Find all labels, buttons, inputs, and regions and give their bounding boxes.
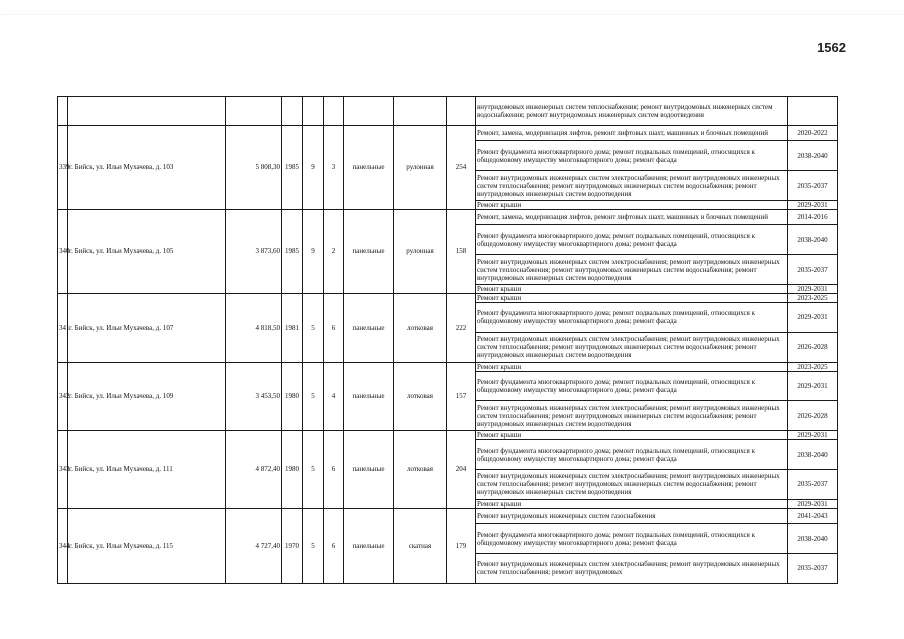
capital-repair-table: [57, 96, 838, 584]
floor-count: 5: [303, 362, 324, 431]
wall-material: панельные: [344, 126, 394, 210]
work-period: 2041-2043: [788, 508, 838, 523]
work-description: Ремонт внутридомовых инженерных систем электроснабжения; ремонт внутридомовых инженерных систем теплоснабжения; ремонт внутридомовых инженерных систем водоснабжения; ремонт внутридомовых инженерных систем водоотведения: [476, 469, 788, 499]
roof-type: скатная: [394, 508, 447, 583]
work-description: Ремонт внутридомовых инженерных систем электроснабжения; ремонт внутридомовых инженерных систем теплоснабжения; ремонт внутридомовых инженерных систем водоснабжения; ремонт внутридомовых инженерных систем водоотведения: [476, 255, 788, 285]
total-area: 3 453,50: [226, 362, 282, 431]
table-row: [58, 431, 838, 440]
building-address: г. Бийск, ул. Ильи Мухачева, д. 105: [68, 209, 226, 293]
apartment-count: 158: [447, 209, 476, 293]
total-area: 4 818,50: [226, 293, 282, 362]
work-period: 2038-2040: [788, 524, 838, 554]
cell-empty: [226, 97, 282, 126]
building-address: г. Бийск, ул. Ильи Мухачева, д. 111: [68, 431, 226, 509]
wall-material: панельные: [344, 362, 394, 431]
work-period: 2029-2031: [788, 371, 838, 401]
cell-empty: [303, 97, 324, 126]
work-period: [788, 97, 838, 126]
work-description: Ремонт крыши: [476, 431, 788, 440]
total-area: 4 872,40: [226, 431, 282, 509]
work-period: 2038-2040: [788, 225, 838, 255]
work-description: Ремонт фундамента многоквартирного дома; ремонт подвальных помещений, относящихся к общедомовому имуществу многоквартирного дома; ремонт фасада: [476, 225, 788, 255]
building-number: 339: [58, 126, 68, 210]
entrance-count: 4: [324, 362, 344, 431]
construction-year: 1985: [282, 209, 303, 293]
work-period: 2029-2031: [788, 200, 838, 209]
construction-year: 1985: [282, 126, 303, 210]
entrance-count: 2: [324, 209, 344, 293]
apartment-count: 204: [447, 431, 476, 509]
building-number: 343: [58, 431, 68, 509]
work-period: 2029-2031: [788, 284, 838, 293]
work-period: 2038-2040: [788, 141, 838, 171]
apartment-count: 222: [447, 293, 476, 362]
work-description: Ремонт крыши: [476, 284, 788, 293]
entrance-count: 6: [324, 293, 344, 362]
entrance-count: 6: [324, 508, 344, 583]
cell-empty: [394, 97, 447, 126]
cell-empty: [344, 97, 394, 126]
work-period: 2014-2016: [788, 209, 838, 224]
work-description: Ремонт внутридомовых инженерных систем электроснабжения; ремонт внутридомовых инженерных систем теплоснабжения; ремонт внутридомовых инженерных систем водоснабжения; ремонт внутридомовых инженерных систем водоотведения: [476, 171, 788, 201]
work-description: Ремонт крыши: [476, 499, 788, 508]
building-number: 340: [58, 209, 68, 293]
cell-empty: [68, 97, 226, 126]
work-period: 2023-2025: [788, 293, 838, 302]
work-description: Ремонт внутридомовых инженерных систем газоснабжения: [476, 508, 788, 523]
entrance-count: 3: [324, 126, 344, 210]
work-period: 2035-2037: [788, 469, 838, 499]
work-description: внутридомовых инженерных систем теплоснабжения; ремонт внутридомовых инженерных систем водоснабжения; ремонт внутридомовых инженерных систем водоотведения: [476, 97, 788, 126]
work-description: Ремонт крыши: [476, 200, 788, 209]
scan-edge-noise: [0, 0, 904, 15]
cell-empty: [447, 97, 476, 126]
work-period: 2035-2037: [788, 255, 838, 285]
building-address: г. Бийск, ул. Ильи Мухачева, д. 103: [68, 126, 226, 210]
total-area: 3 873,60: [226, 209, 282, 293]
construction-year: 1980: [282, 431, 303, 509]
table-row: [58, 362, 838, 371]
total-area: 5 808,30: [226, 126, 282, 210]
apartment-count: 157: [447, 362, 476, 431]
work-description: Ремонт крыши: [476, 362, 788, 371]
roof-type: лотковая: [394, 362, 447, 431]
work-period: 2035-2037: [788, 553, 838, 583]
building-address: г. Бийск, ул. Ильи Мухачева, д. 107: [68, 293, 226, 362]
wall-material: панельные: [344, 209, 394, 293]
building-address: г. Бийск, ул. Ильи Мухачева, д. 109: [68, 362, 226, 431]
table-row: [58, 508, 838, 523]
work-description: Ремонт фундамента многоквартирного дома; ремонт подвальных помещений, относящихся к общедомовому имуществу многоквартирного дома; ремонт фасада: [476, 440, 788, 470]
building-number: 344: [58, 508, 68, 583]
work-description: Ремонт фундамента многоквартирного дома; ремонт подвальных помещений, относящихся к общедомовому имуществу многоквартирного дома; ремонт фасада: [476, 302, 788, 332]
floor-count: 5: [303, 508, 324, 583]
cell-empty: [282, 97, 303, 126]
apartment-count: 254: [447, 126, 476, 210]
roof-type: лотковая: [394, 293, 447, 362]
wall-material: панельные: [344, 508, 394, 583]
work-description: Ремонт внутридомовых инженерных систем электроснабжения; ремонт внутридомовых инженерных систем теплоснабжения; ремонт внутридомовых инженерных систем водоснабжения; ремонт внутридомовых инженерных систем водоотведения: [476, 401, 788, 431]
table-row: [58, 209, 838, 224]
building-number: 342: [58, 362, 68, 431]
work-period: 2023-2025: [788, 362, 838, 371]
construction-year: 1970: [282, 508, 303, 583]
page-number: 1562: [817, 40, 846, 55]
work-description: Ремонт фундамента многоквартирного дома; ремонт подвальных помещений, относящихся к общедомовому имуществу многоквартирного дома; ремонт фасада: [476, 141, 788, 171]
floor-count: 5: [303, 431, 324, 509]
work-period: 2020-2022: [788, 126, 838, 141]
apartment-count: 179: [447, 508, 476, 583]
work-period: 2038-2040: [788, 440, 838, 470]
work-description: Ремонт, замена, модернизация лифтов, ремонт лифтовых шахт, машинных и блочных помещений: [476, 209, 788, 224]
table-row-carry-over: [58, 97, 838, 126]
wall-material: панельные: [344, 293, 394, 362]
work-period: 2026-2028: [788, 401, 838, 431]
building-number: 341: [58, 293, 68, 362]
cell-empty: [324, 97, 344, 126]
floor-count: 9: [303, 126, 324, 210]
table-row: [58, 126, 838, 141]
work-description: Ремонт крыши: [476, 293, 788, 302]
entrance-count: 6: [324, 431, 344, 509]
construction-year: 1980: [282, 362, 303, 431]
roof-type: рулонная: [394, 126, 447, 210]
work-description: Ремонт внутридомовых инженерных систем электроснабжения; ремонт внутридомовых инженерных систем теплоснабжения; ремонт внутридомовых инженерных систем водоснабжения; ремонт внутридомовых инженерных систем водоотведения: [476, 332, 788, 362]
work-period: 2029-2031: [788, 499, 838, 508]
work-description: Ремонт внутридомовых инженерных систем электроснабжения; ремонт внутридомовых инженерных систем теплоснабжения; ремонт внутридомовых: [476, 553, 788, 583]
table-row: [58, 293, 838, 302]
work-period: 2029-2031: [788, 302, 838, 332]
work-period: 2029-2031: [788, 431, 838, 440]
work-description: Ремонт фундамента многоквартирного дома; ремонт подвальных помещений, относящихся к общедомовому имуществу многоквартирного дома; ремонт фасада: [476, 371, 788, 401]
wall-material: панельные: [344, 431, 394, 509]
cell-empty: [58, 97, 68, 126]
floor-count: 5: [303, 293, 324, 362]
building-address: г. Бийск, ул. Ильи Мухачева, д. 115: [68, 508, 226, 583]
table-body: [58, 97, 838, 584]
work-period: 2026-2028: [788, 332, 838, 362]
roof-type: лотковая: [394, 431, 447, 509]
work-description: Ремонт фундамента многоквартирного дома; ремонт подвальных помещений, относящихся к общедомовому имуществу многоквартирного дома; ремонт фасада: [476, 524, 788, 554]
construction-year: 1981: [282, 293, 303, 362]
work-period: 2035-2037: [788, 171, 838, 201]
total-area: 4 727,40: [226, 508, 282, 583]
work-description: Ремонт, замена, модернизация лифтов, ремонт лифтовых шахт, машинных и блочных помещений: [476, 126, 788, 141]
floor-count: 9: [303, 209, 324, 293]
roof-type: рулонная: [394, 209, 447, 293]
